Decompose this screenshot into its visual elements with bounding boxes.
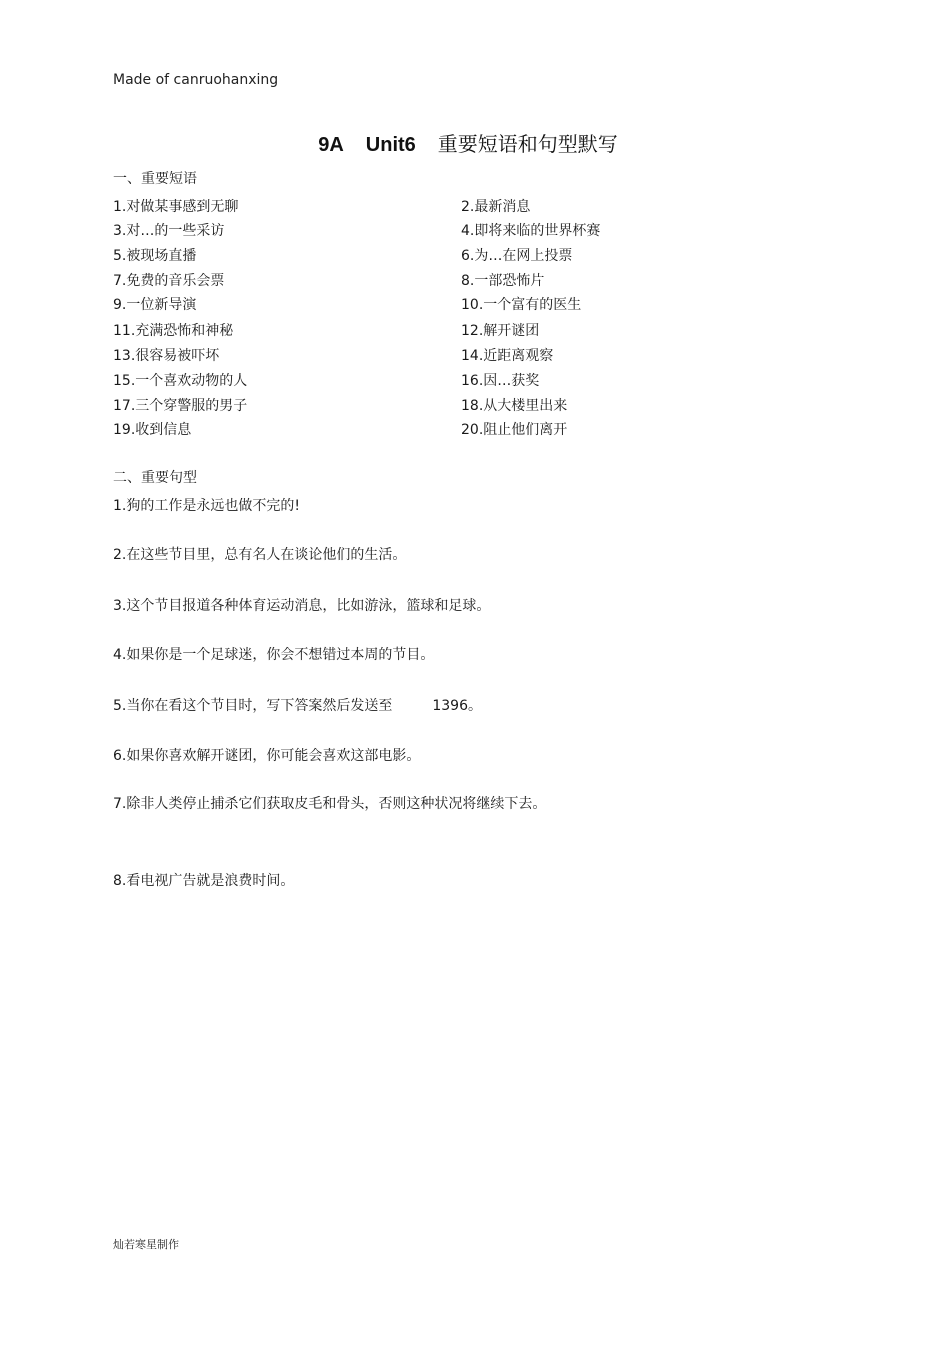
phrase-item: 8.一部恐怖片: [461, 273, 545, 289]
phrase-item: 16.因…获奖: [461, 373, 540, 389]
sentence-item: 7.除非人类停止捕杀它们获取皮毛和骨头，否则这种状况将继续下去。: [113, 796, 547, 812]
phrase-item: 11.充满恐怖和神秘: [113, 323, 234, 339]
phrase-item: 10.一个富有的医生: [461, 297, 582, 313]
sentence-item: 1.狗的工作是永远也做不完的!: [113, 498, 300, 514]
title-unit: Unit6: [365, 134, 416, 156]
phrase-item: 7.免费的音乐会票: [113, 273, 225, 289]
section-heading-phrases: 一、重要短语: [113, 171, 197, 187]
phrase-item: 19.收到信息: [113, 422, 192, 438]
phrase-item: 6.为…在网上投票: [461, 248, 573, 264]
phrase-item: 15.一个喜欢动物的人: [113, 373, 248, 389]
phrase-item: 14.近距离观察: [461, 348, 554, 364]
phrase-item: 5.被现场直播: [113, 248, 197, 264]
sentence-item: 6.如果你喜欢解开谜团，你可能会喜欢这部电影。: [113, 748, 421, 764]
page-title: [0, 128, 936, 157]
page-footer: 灿若寒星制作: [113, 1238, 179, 1251]
phrase-item: 2.最新消息: [461, 199, 531, 215]
phrase-item: 3.对…的一些采访: [113, 223, 225, 239]
phrase-item: 20.阻止他们离开: [461, 422, 568, 438]
phrase-item: 18.从大楼里出来: [461, 398, 568, 414]
sentence-item: 8.看电视广告就是浪费时间。: [113, 873, 295, 889]
sentence-item: 3.这个节目报道各种体育运动消息，比如游泳，篮球和足球。: [113, 598, 491, 614]
phrase-item: 1.对做某事感到无聊: [113, 199, 239, 215]
page-header: Made of canruohanxing: [113, 72, 279, 88]
section-heading-sentences: 二、重要句型: [113, 470, 197, 486]
sentence-item: [113, 695, 482, 715]
phrase-item: 9.一位新导演: [113, 297, 197, 313]
sentence-item: 4.如果你是一个足球迷，你会不想错过本周的节目。: [113, 647, 435, 663]
phrase-item: 13.很容易被吓坏: [113, 348, 220, 364]
sentence-text: 5.当你在看这个节目时，写下答案然后发送至: [113, 698, 393, 714]
sentence-item: 2.在这些节目里，总有名人在谈论他们的生活。: [113, 547, 407, 563]
title-grade: 9A: [318, 134, 344, 156]
title-topic: 重要短语和句型默写: [437, 132, 618, 156]
phrase-item: 17.三个穿警服的男子: [113, 398, 248, 414]
sentence-number: 1396。: [432, 698, 482, 714]
phrase-item: 12.解开谜团: [461, 323, 540, 339]
phrase-item: 4.即将来临的世界杯赛: [461, 223, 601, 239]
